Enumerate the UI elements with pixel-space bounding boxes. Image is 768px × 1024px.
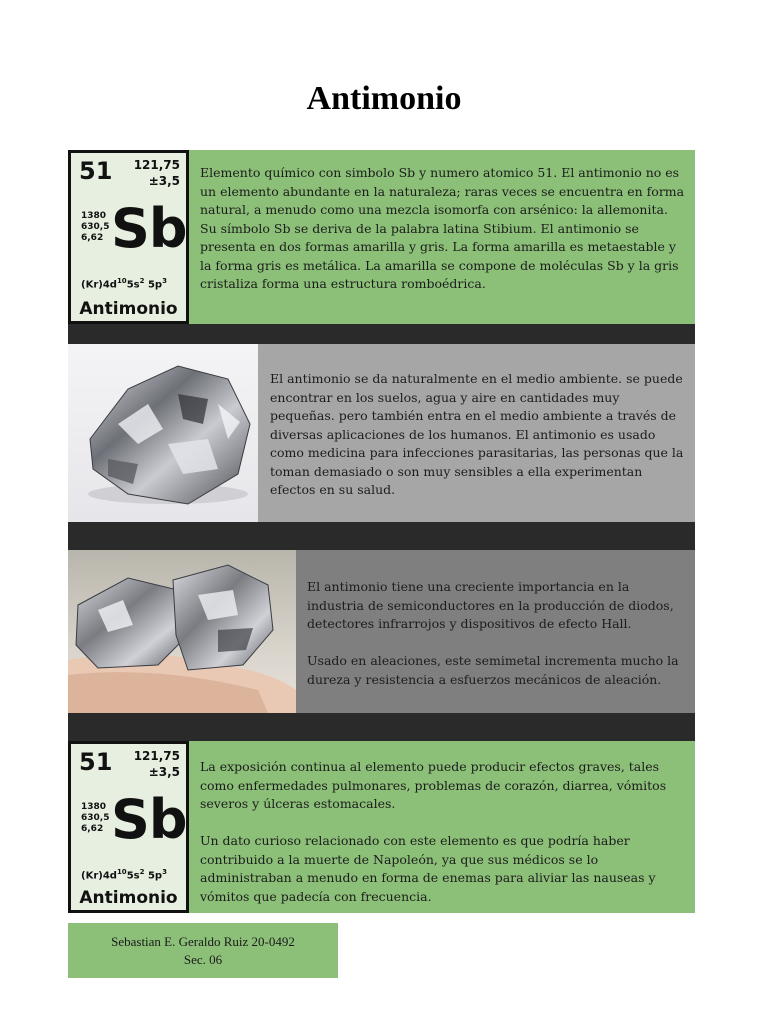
- author-name: Sebastian E. Geraldo Ruiz 20-0492: [111, 934, 295, 949]
- element-properties: 1380 630,5 6,62: [81, 211, 110, 243]
- element-name: Antimonio: [79, 888, 178, 908]
- divider-band-2: [68, 522, 695, 550]
- atomic-mass: 121,75 ±3,5: [133, 158, 180, 188]
- section-4-text: [200, 758, 688, 906]
- antimony-photo-2: [68, 550, 296, 713]
- element-symbol: Sb: [111, 197, 187, 260]
- author-footer: [68, 923, 338, 978]
- divider-band-3: [68, 713, 695, 741]
- section-4-para-1: La exposición continua al elemento puede producir efectos graves, tales como enfermedades pulmonares, problemas de corazón, diarrea, vómitos severos y úlceras estomacales.: [200, 759, 667, 811]
- element-tile-top: [68, 150, 189, 324]
- element-symbol: Sb: [111, 788, 187, 851]
- element-tile-bottom: [68, 741, 189, 913]
- section-4-para-2: Un dato curioso relacionado con este elemento es que podría haber contribuido a la muerte de Napoleón, ya que sus médicos se lo administraban a menudo en forma de enemas para aliviar las nauseas y vómitos que padecía con frecuencia.: [200, 833, 656, 904]
- antimony-photo-1: [68, 344, 258, 522]
- section-1-text: Elemento químico con simbolo Sb y numero atomico 51. El antimonio no es un elemento abundante en la naturaleza; raras veces se encuentra en forma natural, a menudo como una mezcla isomorfa con arsénico: la allemonita. Su símbolo Sb se deriva de la palabra latina Stibium. El antimonio se presenta en dos formas amarilla y gris. La forma amarilla es metaestable y la forma gris es metálica. La amarilla se compone de moléculas Sb y la gris cristaliza forma una estructura romboédrica.: [200, 165, 685, 291]
- atomic-mass: 121,75 ±3,5: [133, 749, 180, 779]
- divider-band-1: [68, 324, 695, 344]
- section-3-para-1: El antimonio tiene una creciente importancia en la industria de semiconductores en la producción de diodos, detectores infrarrojos y dispositivos de efecto Hall.: [307, 579, 674, 631]
- page-title: Antimonio: [306, 80, 462, 117]
- electron-config: $(Kr)4d^{10}5s^2$ $5p^3$: [81, 277, 167, 291]
- section-3-text: [307, 578, 689, 689]
- section-2-text: El antimonio se da naturalmente en el medio ambiente. se puede encontrar en los suelos, agua y aire en cantidades muy pequeñas. pero también entra en el medio ambiente a través de diversas aplicaciones de los humanos. El antimonio es usado como medicina para infecciones parasitarias, las personas que la toman demasiado o son muy sensibles a ella experimentan efectos en su salud.: [270, 371, 684, 497]
- electron-config: $(Kr)4d^{10}5s^2$ $5p^3$: [81, 868, 167, 882]
- atomic-number: 51: [79, 748, 113, 776]
- atomic-number: 51: [79, 157, 113, 185]
- section-3-para-2: Usado en aleaciones, este semimetal incrementa mucho la dureza y resistencia a esfuerzos mecánicos de aleación.: [307, 653, 679, 687]
- element-properties: 1380 630,5 6,62: [81, 802, 110, 834]
- author-section: Sec. 06: [183, 952, 223, 967]
- element-name: Antimonio: [79, 299, 178, 319]
